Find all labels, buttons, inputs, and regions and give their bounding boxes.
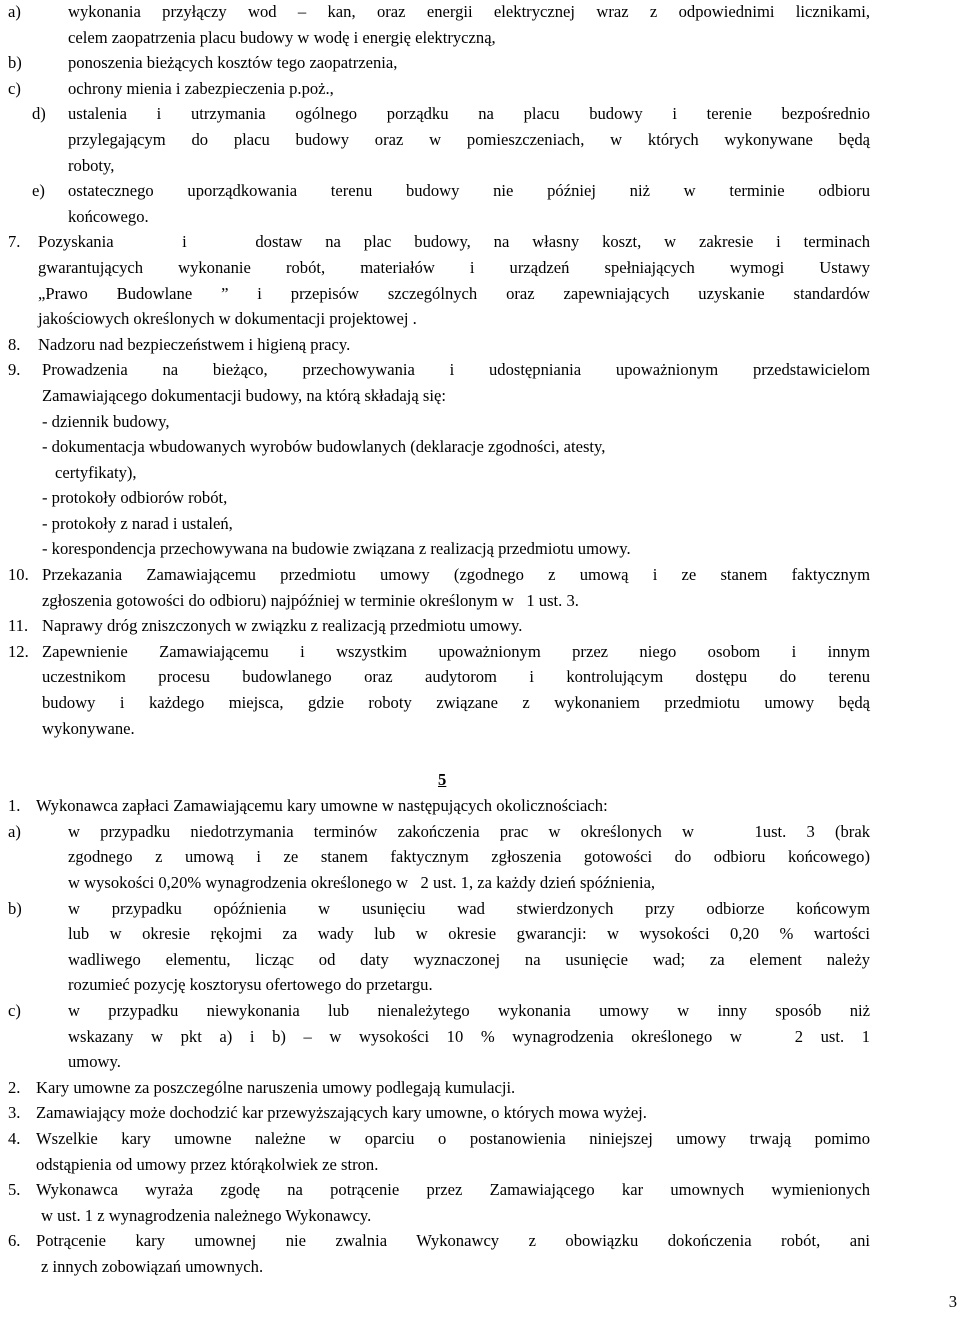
item-text-line: końcowego. bbox=[68, 206, 149, 226]
sub-item-label: b) bbox=[8, 898, 22, 918]
item-text-line: wadliwego elementu, licząc od daty wyznaczonej na usunięcie wad; za element należy bbox=[68, 949, 870, 969]
item-text-line: w przypadku opóźnienia w usunięciu wad stwierdzonych przy odbiorze końcowym bbox=[68, 898, 870, 918]
item-text-line: Zamawiający może dochodzić kar przewyższających kary umowne, o których mowa wyżej. bbox=[36, 1103, 647, 1123]
item-text-line: w przypadku niewykonania lub nienależytego wykonania umowy w inny sposób niż bbox=[68, 1000, 870, 1020]
list-item bbox=[8, 1126, 870, 1177]
item-text-line: w ust. 1 z wynagrodzenia należnego Wykonawcy. bbox=[41, 1205, 372, 1225]
item-number: 12. bbox=[8, 641, 29, 661]
item-text-line: Potrącenie kary umownej nie zwalnia Wykonawcy z obowiązku dokończenia robót, ani bbox=[36, 1231, 870, 1251]
item-text-line: wskazany w pkt a) i b) – w wysokości 10 % wynagrodzenia określonego w 2 ust. 1 bbox=[68, 1026, 870, 1046]
item-number: 6. bbox=[8, 1231, 21, 1251]
item-text-line: Wszelkie kary umowne należne w oparciu o postanowienia niniejszej umowy trwają pomimo bbox=[36, 1128, 870, 1148]
list-item bbox=[8, 1177, 870, 1228]
item-label: e) bbox=[32, 181, 45, 201]
list-item bbox=[8, 76, 870, 102]
item-text-line: gwarantujących wykonanie robót, materiałów i urządzeń spełniających wymogi Ustawy bbox=[38, 257, 870, 277]
item-label: c) bbox=[8, 78, 21, 98]
sub-item bbox=[8, 998, 870, 1075]
item-number: 10. bbox=[8, 565, 29, 585]
sub-item-label: c) bbox=[8, 1000, 21, 1020]
item-text-line: Kary umowne za poszczególne naruszenia umowy podlegają kumulacji. bbox=[36, 1077, 516, 1097]
item-text-line: ostatecznego uporządkowania terenu budowy nie później niż w terminie odbioru bbox=[68, 181, 870, 201]
item-label: b) bbox=[8, 53, 22, 73]
list-item bbox=[32, 101, 870, 178]
list-item-12 bbox=[8, 639, 870, 741]
item-number: 5. bbox=[8, 1180, 21, 1200]
item-text-line: ustalenia i utrzymania ogólnego porządku na placu budowy i terenie bezpośrednio bbox=[68, 104, 870, 124]
item-number: 3. bbox=[8, 1103, 21, 1123]
list-item bbox=[8, 50, 870, 76]
item-text: Nadzoru nad bezpieczeństwem i higieną pracy. bbox=[38, 334, 351, 354]
list-item-10 bbox=[8, 562, 870, 613]
list-item-9 bbox=[8, 357, 870, 562]
section-number: 5 bbox=[438, 770, 447, 790]
list-item bbox=[8, 0, 870, 50]
item-text-line: Zapewnienie Zamawiającemu i wszystkim upoważnionym przez niego osobom i innym bbox=[42, 641, 870, 661]
sub-item bbox=[8, 896, 870, 998]
item-number: 2. bbox=[8, 1077, 21, 1097]
numbered-items-list bbox=[8, 229, 870, 741]
bullet-item: - protokoły odbiorów robót, bbox=[42, 488, 228, 508]
top-items-list bbox=[8, 0, 870, 229]
item-text-line: „Prawo Budowlane ” i przepisów szczególnych oraz zapewniających uzyskanie standardów bbox=[38, 283, 870, 303]
item-text-line: Pozyskania i dostaw na plac budowy, na własny koszt, w zakresie i terminach bbox=[38, 232, 870, 252]
item-text-line: Przekazania Zamawiającemu przedmiotu umowy (zgodnego z umową i ze stanem faktycznym bbox=[42, 565, 870, 585]
item-text-line: umowy. bbox=[68, 1052, 121, 1072]
item-text-line: budowy i każdego miejsca, gdzie roboty związane z wykonaniem przedmiotu umowy będą bbox=[42, 693, 870, 713]
item-text-line: zgodnego z umową i ze stanem faktycznym zgłoszenia gotowości do odbioru końcowego) bbox=[68, 847, 870, 867]
item-text-line: zgłoszenia gotowości do odbioru) najpóźniej w terminie określonym w 1 ust. 3. bbox=[42, 590, 579, 610]
list-item bbox=[8, 1100, 870, 1126]
item-text-line: uczestnikom procesu budowlanego oraz audytorom i kontrolującym dostępu do terenu bbox=[42, 667, 870, 687]
item-label: a) bbox=[8, 2, 21, 21]
item-text-line: Prowadzenia na bieżąco, przechowywania i udostępniania upoważnionym przedstawicielom bbox=[42, 360, 870, 380]
item-text: Naprawy dróg zniszczonych w związku z realizacją przedmiotu umowy. bbox=[42, 616, 523, 636]
bullet-item: - protokoły z narad i ustaleń, bbox=[42, 513, 233, 533]
item-text-line: roboty, bbox=[68, 155, 115, 175]
item-text-line: wykonania przyłączy wod – kan, oraz energii elektrycznej wraz z odpowiednimi licznikami, bbox=[68, 2, 870, 21]
item-text-line: lub w okresie rękojmi za wady lub w okresie gwarancji: w wysokości 0,20 % wartości bbox=[68, 924, 870, 944]
item-text-line: Zamawiającego dokumentacji budowy, na którą składają się: bbox=[42, 385, 446, 405]
sub-item bbox=[8, 819, 870, 896]
list-item bbox=[8, 793, 870, 819]
bullet-item: - dokumentacja wbudowanych wyrobów budowlanych (deklaracje zgodności, atesty, bbox=[42, 437, 606, 457]
item-text-line: wykonywane. bbox=[42, 718, 135, 738]
item-number: 7. bbox=[8, 232, 21, 252]
item-number: 4. bbox=[8, 1128, 21, 1148]
item-text-line: celem zaopatrzenia placu budowy w wodę i energię elektryczną, bbox=[68, 27, 496, 47]
item-text: Wykonawca zapłaci Zamawiającemu kary umowne w następujących okolicznościach: bbox=[36, 796, 608, 816]
list-item-8 bbox=[8, 332, 870, 358]
item-text-line: jakościowych określonych w dokumentacji projektowej . bbox=[38, 309, 417, 329]
item-text-line: przylegającym do placu budowy oraz w pomieszczeniach, w których wykonywane będą bbox=[68, 129, 870, 149]
item-text-line: rozumieć pozycję kosztorysu ofertowego do przetargu. bbox=[68, 975, 433, 995]
list-item bbox=[8, 1075, 870, 1101]
item-text-line: w przypadku niedotrzymania terminów zakończenia prac w określonych w 1ust. 3 (brak bbox=[68, 821, 870, 841]
sub-item-label: a) bbox=[8, 821, 21, 841]
section-heading bbox=[0, 767, 960, 793]
page-number: 3 bbox=[948, 1292, 957, 1311]
list-item bbox=[32, 178, 870, 229]
item-text-line: ochrony mienia i zabezpieczenia p.poż., bbox=[68, 78, 334, 98]
list-item-11 bbox=[8, 613, 870, 639]
item-text-line: ponoszenia bieżących kosztów tego zaopatrzenia, bbox=[68, 53, 398, 73]
item-number: 8. bbox=[8, 334, 21, 354]
item-number: 11. bbox=[8, 616, 29, 636]
item-text-line: odstąpienia od umowy przez którąkolwiek ze stron. bbox=[36, 1154, 379, 1174]
list-item-7 bbox=[8, 229, 870, 331]
item-number: 1. bbox=[8, 796, 21, 816]
item-label: d) bbox=[32, 104, 46, 124]
list-item bbox=[8, 1228, 870, 1279]
item-text-line: w wysokości 0,20% wynagrodzenia określonego w 2 ust. 1, za każdy dzień spóźnienia, bbox=[68, 873, 656, 892]
bullet-item: - dziennik budowy, bbox=[42, 411, 170, 431]
item-number: 9. bbox=[8, 360, 21, 380]
item-text-line: Wykonawca wyraża zgodę na potrącenie przez Zamawiającego kar umownych wymienionych bbox=[36, 1180, 870, 1200]
section-5-list bbox=[8, 793, 870, 1279]
bullet-item: - korespondencja przechowywana na budowie związana z realizacją przedmiotu umowy. bbox=[42, 539, 631, 559]
item-text-line: z innych zobowiązań umownych. bbox=[41, 1256, 264, 1276]
bullet-item-continuation: certyfikaty), bbox=[55, 462, 137, 482]
